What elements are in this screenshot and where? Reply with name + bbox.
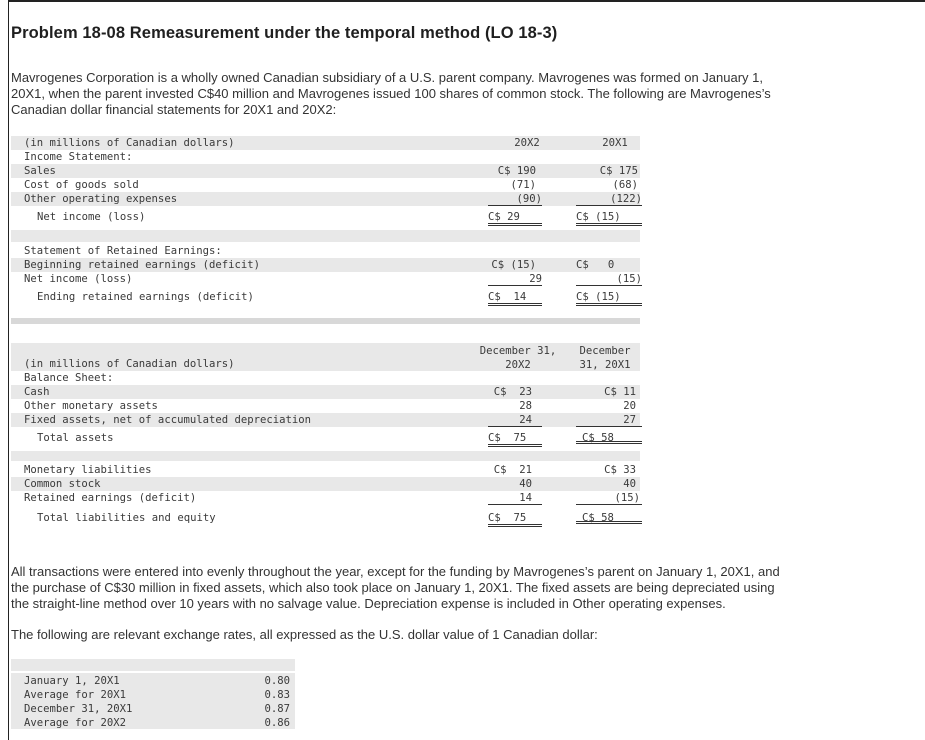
table-row: Monetary liabilities C$ 21 C$ 33 xyxy=(24,464,636,476)
table-row: Total assets C$ 75 C$ 58 xyxy=(20,431,640,445)
table-row: Net income (loss) C$ 29 C$ (15) xyxy=(20,210,640,224)
column-header-dec-20x2: December 31, 20X2 xyxy=(479,345,557,371)
table-row: Ending retained earnings (deficit) C$ 14 C$ (15) xyxy=(20,290,640,304)
table-caption: (in millions of Canadian dollars) xyxy=(24,137,235,149)
intro-line: 20X1, when the parent invested C$40 million and Mavrogenes issued 100 shares of common stock. The following are Mavrogenes’s xyxy=(11,86,771,101)
table-row: Retained earnings (deficit) 14 (15) xyxy=(24,492,640,504)
table-row: December 31, 20X1 0.87 xyxy=(24,703,290,715)
table-row: January 1, 20X1 0.80 xyxy=(24,675,290,687)
table-caption: (in millions of Canadian dollars) xyxy=(24,358,235,370)
table-row: Average for 20X2 0.86 xyxy=(24,717,290,729)
section-heading: Income Statement: xyxy=(24,151,133,163)
table-header-row xyxy=(20,136,640,150)
table-row: Common stock 40 40 xyxy=(24,478,636,490)
intro-line: Mavrogenes Corporation is a wholly owned Canadian subsidiary of a U.S. parent company. Mavrogenes was formed on January 1, xyxy=(11,70,763,85)
intro-line: Canadian dollar financial statements for 20X1 and 20X2: xyxy=(11,102,337,117)
table-row: Net income (loss) 29 (15) xyxy=(24,273,642,285)
table-row: Beginning retained earnings (deficit) C$ (15) C$ 0 xyxy=(24,259,615,271)
transactions-paragraph: All transactions were entered into evenly throughout the year, except for the funding by Mavrogenes’s parent on January 1, 20X1, and the purchase of C$30 million in fixed assets, which also took place on January 1, 20X1. The fixed assets are being depreciated using the straight-line method over 10 years with no salvage value. Depreciation expense is included in Other operating expenses. xyxy=(11,564,780,611)
column-header-20x1: 20X1 xyxy=(602,137,628,149)
table-row: Sales C$ 190 C$ 175 xyxy=(24,165,638,177)
top-border xyxy=(8,0,925,2)
table-row: Other monetary assets 28 20 xyxy=(24,400,636,412)
table-row: Fixed assets, net of accumulated depreciation 24 27 xyxy=(20,413,640,427)
intro-paragraph xyxy=(11,70,911,118)
left-border xyxy=(8,0,9,740)
table-row: Cost of goods sold (71) (68) xyxy=(24,179,638,191)
column-header-20x2: 20X2 xyxy=(514,137,540,149)
table-row: Total liabilities and equity C$ 75 C$ 58 xyxy=(20,511,640,525)
table-row: Average for 20X1 0.83 xyxy=(24,689,290,701)
section-heading: Statement of Retained Earnings: xyxy=(24,245,222,257)
table-row: Cash C$ 23 C$ 11 xyxy=(24,386,636,398)
problem-title: Problem 18-08 Remeasurement under the temporal method (LO 18-3) xyxy=(11,24,558,42)
exchange-rate-intro: The following are relevant exchange rates, all expressed as the U.S. dollar value of 1 Canadian dollar: xyxy=(11,627,598,642)
section-heading: Balance Sheet: xyxy=(24,372,114,384)
table-row: Other operating expenses (90) (122) xyxy=(24,193,642,205)
column-header-dec-20x1: December 31, 20X1 xyxy=(579,345,631,371)
